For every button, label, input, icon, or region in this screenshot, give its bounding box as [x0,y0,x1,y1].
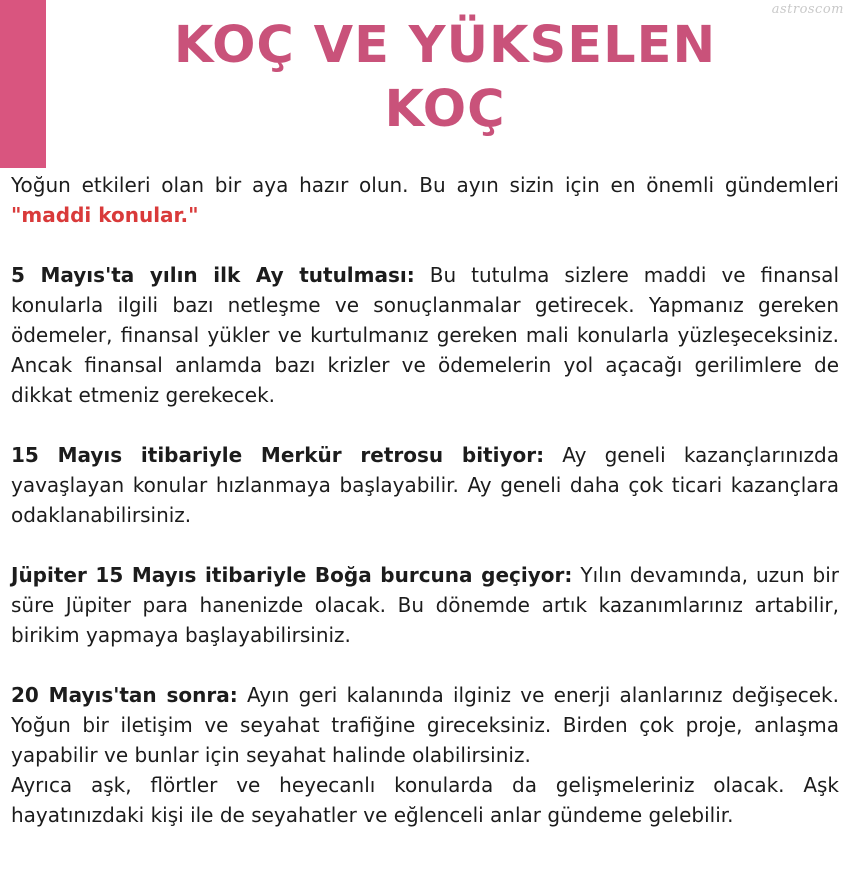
watermark: astroscom [771,2,844,17]
section-lead: 20 Mayıs'tan sonra: [11,683,238,707]
title-line-1: KOÇ VE YÜKSELEN [173,16,717,75]
section-body: Ayın geri kalanında ilginiz ve enerji alanlarınız değişecek. Yoğun bir iletişim ve seyahat trafiğine gireceksiniz. Birden çok proje, anlaşma yapabilir ve bunlar için seyahat halinde olabilirsiniz. [11,683,839,767]
section-body: Yılın devamında, uzun bir süre Jüpiter para hanenizde olacak. Bu dönemde artık kazanımlarınız artabilir, birikim yapmaya başlayabilirsiniz. [11,563,839,647]
section-eclipse [11,260,839,410]
page-title [60,14,830,142]
section-body: Bu tutulma sizlere maddi ve finansal konularla ilgili bazı netleşme ve sonuçlanmalar getirecek. Yapmanız gereken ödemeler, finansal yükler ve kurtulmanız gereken mali konularla yüzleşeceksiniz. Ancak finansal anlamda bazı krizler ve ödemelerin yol açacağı gerilimlere de dikkat etmeniz gerekecek. [11,263,839,407]
horoscope-content [11,170,839,830]
section-may-20 [11,680,839,770]
intro-text: Yoğun etkileri olan bir aya hazır olun. Bu ayın sizin için en önemli gündemleri [11,173,839,197]
section-body: Ay geneli kazançlarınızda yavaşlayan konular hızlanmaya başlayabilir. Ay geneli daha çok ticari kazançlara odaklanabilirsiniz. [11,443,839,527]
title-line-2: KOÇ [384,80,506,139]
section-mercury [11,440,839,530]
section-lead: 5 Mayıs'ta yılın ilk Ay tutulması: [11,263,415,287]
accent-bar [0,0,46,168]
intro-highlight: "maddi konular." [11,203,199,227]
closing-paragraph: Ayrıca aşk, flörtler ve heyecanlı konularda da gelişmeleriniz olacak. Aşk hayatınızdaki kişi ile de seyahatler ve eğlenceli anlar gündeme gelebilir. [11,773,839,827]
intro-paragraph [11,170,839,230]
section-jupiter [11,560,839,650]
section-lead: 15 Mayıs itibariyle Merkür retrosu bitiyor: [11,443,545,467]
section-lead: Jüpiter 15 Mayıs itibariyle Boğa burcuna geçiyor: [11,563,573,587]
